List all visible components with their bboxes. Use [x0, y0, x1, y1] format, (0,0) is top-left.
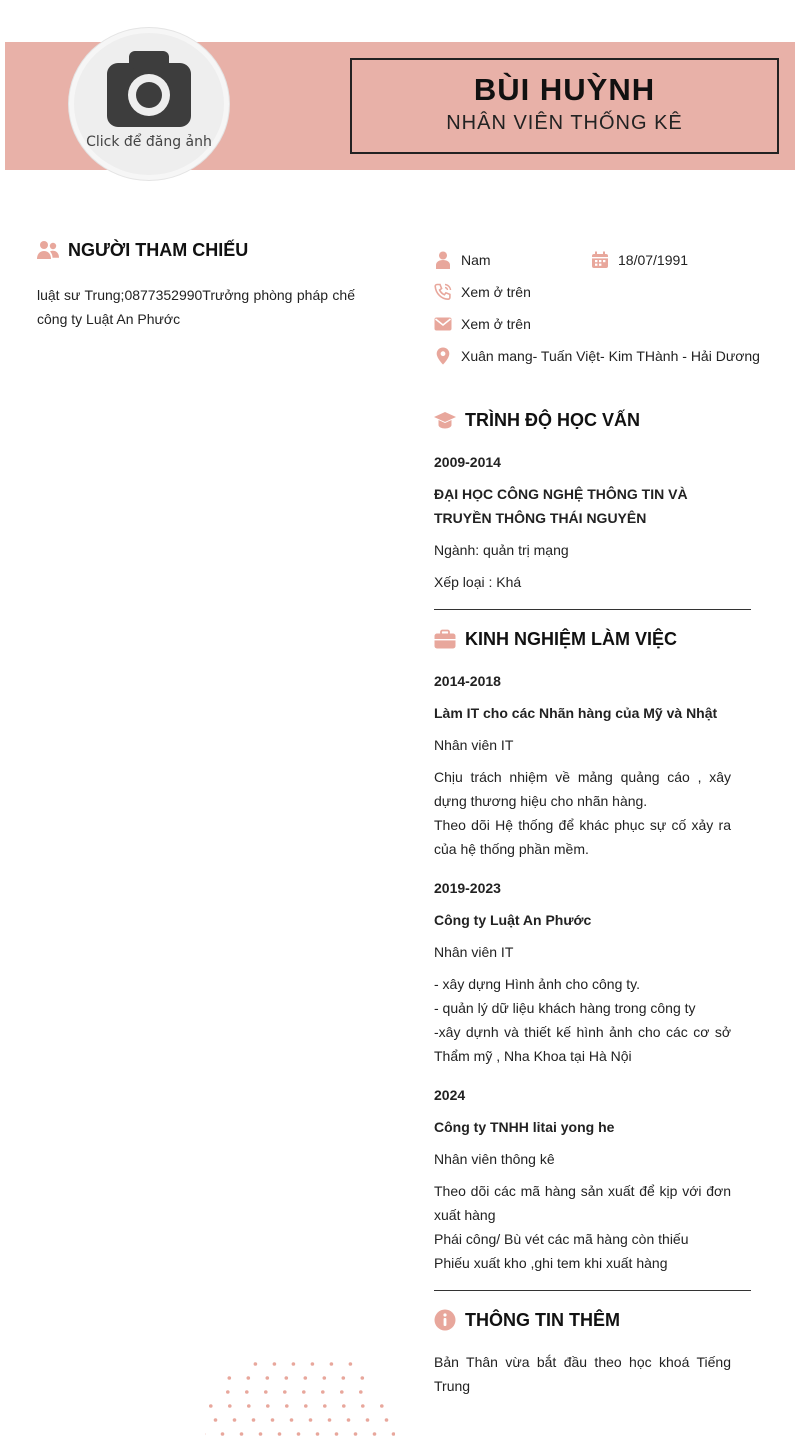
job-period: 2024: [434, 1087, 466, 1103]
experience-heading: [434, 628, 677, 650]
references-text: luật sư Trung;0877352990Trưởng phòng pháp chế công ty Luật An Phước: [37, 287, 355, 327]
decorative-dot: [311, 1362, 315, 1366]
envelope-icon: [434, 315, 452, 333]
references-heading-label: NGƯỜI THAM CHIẾU: [68, 239, 249, 260]
avatar-upload[interactable]: [69, 28, 229, 180]
decorative-dot: [254, 1362, 258, 1366]
person-icon: [434, 251, 452, 269]
decorative-dot: [292, 1362, 296, 1366]
education-major: Ngành: quản trị mạng: [434, 542, 569, 558]
education-heading: [434, 409, 640, 431]
extra-heading: [434, 1309, 620, 1331]
decorative-dot: [266, 1376, 270, 1380]
education-period: 2009-2014: [434, 454, 501, 470]
location-pin-icon: [434, 347, 452, 365]
job-position: Nhân viên thông kê: [434, 1151, 555, 1167]
birthday-value: 18/07/1991: [618, 252, 689, 268]
job-description-line: Theo dõi Hệ thống để khác phục sự cố xảy ra của hệ thống phần mềm.: [434, 817, 731, 857]
experience-heading-label: KINH NGHIỆM LÀM VIỆC: [465, 628, 678, 649]
decorative-dot: [290, 1418, 294, 1422]
job-description-line: Chịu trách nhiệm về mảng quảng cáo , xây dựng thương hiệu cho nhãn hàng.: [434, 769, 731, 809]
graduation-cap-icon: [434, 409, 456, 431]
contact-address: [434, 347, 760, 365]
job-description-line: - xây dựng Hình ảnh cho công ty.: [434, 976, 641, 992]
decorative-dot: [278, 1432, 282, 1436]
contact-gender: [434, 251, 491, 269]
phone-value: Xem ở trên: [461, 284, 531, 300]
decorative-dot: [380, 1404, 384, 1408]
decorative-dot: [247, 1376, 251, 1380]
decorative-dot: [361, 1376, 365, 1380]
decorative-dot: [392, 1432, 395, 1436]
decorative-dot: [335, 1432, 339, 1436]
decorative-dot: [321, 1390, 325, 1394]
decorative-dot: [309, 1418, 313, 1422]
job-position: Nhân viên IT: [434, 737, 514, 753]
job-title: NHÂN VIÊN THỐNG KÊ: [446, 112, 683, 134]
decorative-dot: [240, 1432, 244, 1436]
decorative-dot: [328, 1418, 332, 1422]
decorative-dot: [304, 1376, 308, 1380]
decorative-dot: [297, 1432, 301, 1436]
job-description-line: -xây dựnh và thiết kế hình ảnh cho các cơ sở Thẩm mỹ , Nha Khoa tại Hà Nội: [434, 1024, 731, 1064]
decorative-dot: [361, 1404, 365, 1408]
decorative-dot: [359, 1390, 363, 1394]
contact-phone: [434, 283, 531, 301]
job-description-line: Theo dõi các mã hàng sản xuất để kịp với đơn xuất hàng: [434, 1183, 731, 1223]
candidate-name: BÙI HUỲNH: [473, 72, 656, 107]
phone-icon: [434, 283, 452, 301]
job-description-line: Phái công/ Bù vét các mã hàng còn thiếu: [434, 1231, 689, 1247]
calendar-icon: [591, 251, 609, 269]
job-period: 2014-2018: [434, 673, 501, 689]
job-company: Làm IT cho các Nhãn hàng của Mỹ và Nhật: [434, 705, 718, 721]
decorative-dot: [245, 1390, 249, 1394]
divider: [434, 1290, 751, 1291]
extra-text: Bản Thân vừa bắt đầu theo học khoá Tiếng Trung: [434, 1354, 731, 1394]
decorative-dot: [373, 1432, 377, 1436]
decorative-dot: [233, 1418, 237, 1422]
decorative-dot: [340, 1390, 344, 1394]
decorative-dot: [252, 1418, 256, 1422]
decorative-dot: [271, 1418, 275, 1422]
decorative-dot: [247, 1404, 251, 1408]
contact-birthday: [591, 251, 688, 269]
decorative-dot: [323, 1404, 327, 1408]
decorative-dot: [285, 1404, 289, 1408]
job-description-line: Phiếu xuất kho ,ghi tem khi xuất hàng: [434, 1255, 668, 1271]
decorative-dot: [283, 1390, 287, 1394]
decorative-dot: [304, 1404, 308, 1408]
info-icon: [434, 1309, 456, 1331]
camera-icon: [105, 49, 193, 129]
decorative-dot: [285, 1376, 289, 1380]
references-heading: [37, 239, 248, 261]
decorative-dot: [302, 1390, 306, 1394]
job-company: Công ty Luật An Phước: [434, 912, 592, 928]
gender-value: Nam: [461, 252, 491, 268]
decorative-dot: [330, 1362, 334, 1366]
email-value: Xem ở trên: [461, 316, 531, 332]
decorative-dot: [273, 1362, 277, 1366]
avatar-caption: Click để đăng ảnh: [86, 134, 212, 150]
job-company: Công ty TNHH litai yong he: [434, 1119, 615, 1135]
decorative-dot: [323, 1376, 327, 1380]
decorative-dot: [264, 1390, 268, 1394]
decorative-dot: [342, 1404, 346, 1408]
decorative-dot: [347, 1418, 351, 1422]
decorative-dot: [266, 1404, 270, 1408]
decorative-dot: [354, 1432, 358, 1436]
education-school: ĐẠI HỌC CÔNG NGHỆ THÔNG TIN VÀ TRUYỀN THÔNG THÁI NGUYÊN: [434, 486, 688, 526]
decorative-dot: [259, 1432, 263, 1436]
decorative-dot: [316, 1432, 320, 1436]
decorative-dot: [209, 1404, 213, 1408]
decorative-dot: [349, 1362, 353, 1366]
decorative-dot: [228, 1404, 232, 1408]
decorative-dot: [385, 1418, 389, 1422]
briefcase-icon: [434, 628, 456, 650]
address-value: Xuân mang- Tuấn Việt- Kim THành - Hải Dương: [461, 348, 760, 364]
divider: [434, 609, 751, 610]
contact-email: [434, 315, 531, 333]
decorative-dot: [226, 1390, 230, 1394]
decorative-dot: [342, 1376, 346, 1380]
job-description-line: - quản lý dữ liệu khách hàng trong công ty: [434, 1000, 696, 1016]
decorative-dot: [221, 1432, 225, 1436]
extra-heading-label: THÔNG TIN THÊM: [465, 1309, 620, 1330]
users-icon: [37, 239, 59, 261]
decorative-dot: [214, 1418, 218, 1422]
decorative-dot: [228, 1376, 232, 1380]
job-period: 2019-2023: [434, 880, 501, 896]
decorative-dot-pattern: [205, 1350, 395, 1437]
education-heading-label: TRÌNH ĐỘ HỌC VẤN: [465, 409, 640, 430]
job-position: Nhân viên IT: [434, 944, 514, 960]
education-grade: Xếp loại : Khá: [434, 574, 522, 590]
decorative-dot: [366, 1418, 370, 1422]
name-box: [350, 58, 779, 154]
